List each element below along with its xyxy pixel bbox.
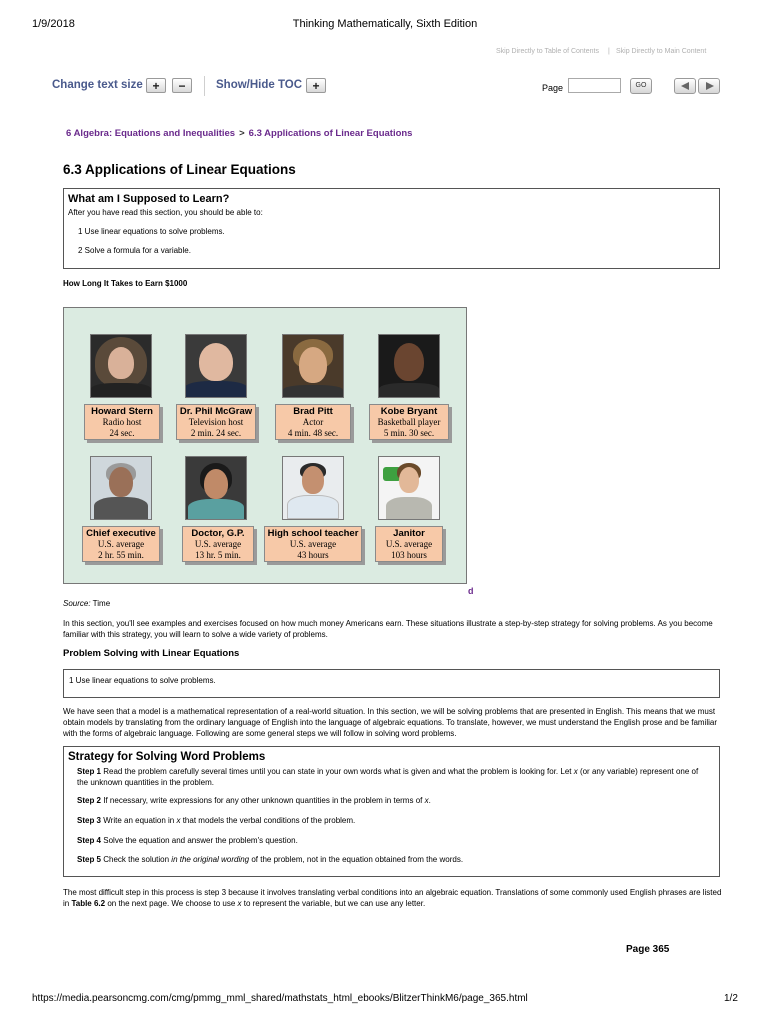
- earnings-card: [176, 404, 256, 440]
- person-name: Dr. Phil McGraw: [179, 406, 253, 417]
- strategy-step: Step 4 Solve the equation and answer the problem's question.: [77, 836, 298, 845]
- intro-paragraph: In this section, you'll see examples and exercises focused on how much money Americans earn. These situations illustrate a step-by-step strategy for solving problems. As you become familiar with this strategy, you will learn to solve a wide variety of problems.: [63, 619, 713, 639]
- earnings-card: [275, 404, 351, 440]
- person-role: U.S. average: [289, 539, 337, 549]
- strategy-step: Step 3 Write an equation in x that models the verbal conditions of the problem.: [77, 816, 356, 825]
- earnings-figure: [63, 307, 467, 584]
- person-role: U.S. average: [385, 539, 433, 549]
- person-role: U.S. average: [194, 539, 242, 549]
- go-button[interactable]: GO: [630, 78, 652, 94]
- strategy-step: Step 5 Check the solution in the original wording of the problem, not in the equation obtained from the words.: [77, 855, 464, 864]
- change-text-size-label: Change text size: [52, 79, 143, 91]
- person-name: Howard Stern: [91, 406, 153, 417]
- breadcrumb-separator: >: [239, 128, 245, 139]
- table-reference: Table 6.2: [71, 899, 106, 908]
- page-number-input[interactable]: [568, 78, 621, 93]
- breadcrumb-chapter-link[interactable]: 6 Algebra: Equations and Inequalities: [66, 128, 236, 139]
- closing-paragraph: The most difficult step in this process is step 3 because it involves translating verbal conditions into an algebraic equation. Translations of some commonly used English phrases are listed in Table 6.2 on the next page. We choose to use x to represent the variable, but we can use any letter.: [63, 888, 722, 908]
- person-name: Brad Pitt: [293, 406, 333, 417]
- increase-text-size-button[interactable]: +: [146, 78, 166, 93]
- photo-doctor: [185, 456, 247, 520]
- objectives-title: What am I Supposed to Learn?: [68, 193, 230, 205]
- person-name: High school teacher: [267, 528, 359, 539]
- person-name: Chief executive: [86, 528, 156, 539]
- toolbar-divider: [204, 76, 205, 96]
- source-value: Time: [92, 599, 111, 608]
- show-hide-toc-label: Show/Hide TOC: [216, 79, 303, 91]
- objective-item: 2 Solve a formula for a variable.: [78, 246, 191, 255]
- previous-page-button[interactable]: [674, 78, 696, 94]
- person-time: 4 min. 48 sec.: [287, 428, 339, 438]
- breadcrumb-section-link[interactable]: 6.3 Applications of Linear Equations: [248, 128, 413, 139]
- print-title: Thinking Mathematically, Sixth Edition: [292, 18, 478, 30]
- person-name: Janitor: [393, 528, 425, 539]
- earnings-card: [182, 526, 254, 562]
- arrow-right-icon: [706, 82, 714, 90]
- figure-source: [63, 598, 110, 609]
- person-role: Actor: [302, 417, 324, 427]
- earnings-card: [82, 526, 160, 562]
- objectives-box: [63, 188, 720, 269]
- photo-howard-stern: [90, 334, 152, 398]
- objective-text: 1 Use linear equations to solve problems.: [69, 676, 216, 685]
- objective-box: [63, 669, 720, 698]
- problem-solving-paragraph: We have seen that a model is a mathematical representation of a real-world situation. In this section, we will be solving problems that are presented in English. This means that we must obtain models by translating from the ordinary language of English into the language of algebraic equations. To translate, however, we must understand the English prose and be familiar with the forms of algebraic language. Following are some general steps we will follow in solving word problems.: [63, 707, 718, 738]
- earnings-card: [84, 404, 160, 440]
- earnings-card: [375, 526, 443, 562]
- toggle-toc-button[interactable]: +: [306, 78, 326, 93]
- strategy-title: Strategy for Solving Word Problems: [68, 751, 266, 763]
- person-role: Basketball player: [377, 417, 441, 427]
- earnings-card: [264, 526, 362, 562]
- skip-to-toc-link[interactable]: Skip Directly to Table of Contents: [496, 48, 599, 55]
- decrease-text-size-button[interactable]: −: [172, 78, 192, 93]
- strategy-box: [63, 746, 720, 877]
- expand-figure-link[interactable]: d: [468, 586, 474, 596]
- photo-chief-executive: [90, 456, 152, 520]
- page-number: Page 365: [626, 944, 670, 955]
- person-time: 43 hours: [297, 550, 329, 560]
- person-time: 13 hr. 5 min.: [195, 550, 241, 560]
- person-name: Doctor, G.P.: [191, 528, 245, 539]
- person-time: 5 min. 30 sec.: [383, 428, 435, 438]
- arrow-left-icon: [681, 82, 689, 90]
- problem-solving-heading: Problem Solving with Linear Equations: [63, 648, 240, 659]
- breadcrumb: [66, 128, 412, 139]
- skip-separator: |: [608, 48, 610, 55]
- objectives-intro: After you have read this section, you should be able to:: [68, 208, 263, 217]
- person-time: 2 hr. 55 min.: [98, 550, 144, 560]
- print-date: 1/9/2018: [32, 18, 75, 30]
- figure-caption: How Long It Takes to Earn $1000: [63, 279, 188, 288]
- person-role: Radio host: [102, 417, 142, 427]
- objective-item: 1 Use linear equations to solve problems.: [78, 227, 225, 236]
- next-page-button[interactable]: [698, 78, 720, 94]
- earnings-card: [369, 404, 449, 440]
- person-name: Kobe Bryant: [380, 406, 438, 417]
- print-url: https://media.pearsoncmg.com/cmg/pmmg_mml_shared/mathstats_html_ebooks/BlitzerThinkM6/page_365.html: [32, 993, 528, 1004]
- person-role: Television host: [188, 417, 244, 427]
- person-time: 24 sec.: [109, 428, 135, 438]
- page-title: 6.3 Applications of Linear Equations: [63, 162, 296, 177]
- person-time: 2 min. 24 sec.: [190, 428, 242, 438]
- photo-teacher: [282, 456, 344, 520]
- photo-brad-pitt: [282, 334, 344, 398]
- print-page-count: 1/2: [724, 993, 738, 1004]
- photo-janitor: [378, 456, 440, 520]
- photo-phil-mcgraw: [185, 334, 247, 398]
- strategy-step: Step 2 If necessary, write expressions for any other unknown quantities in the problem in terms of x.: [77, 796, 431, 805]
- source-label: Source:: [63, 599, 91, 608]
- photo-kobe-bryant: [378, 334, 440, 398]
- strategy-step: Step 1 Read the problem carefully several times until you can state in your own words what is given and what the problem is looking for. Let x (or any variable) represent one of the unknown quantities in the problem.: [77, 767, 699, 787]
- person-role: U.S. average: [97, 539, 145, 549]
- person-time: 103 hours: [391, 550, 427, 560]
- page-label: Page: [542, 83, 564, 93]
- skip-to-main-link[interactable]: Skip Directly to Main Content: [616, 48, 707, 55]
